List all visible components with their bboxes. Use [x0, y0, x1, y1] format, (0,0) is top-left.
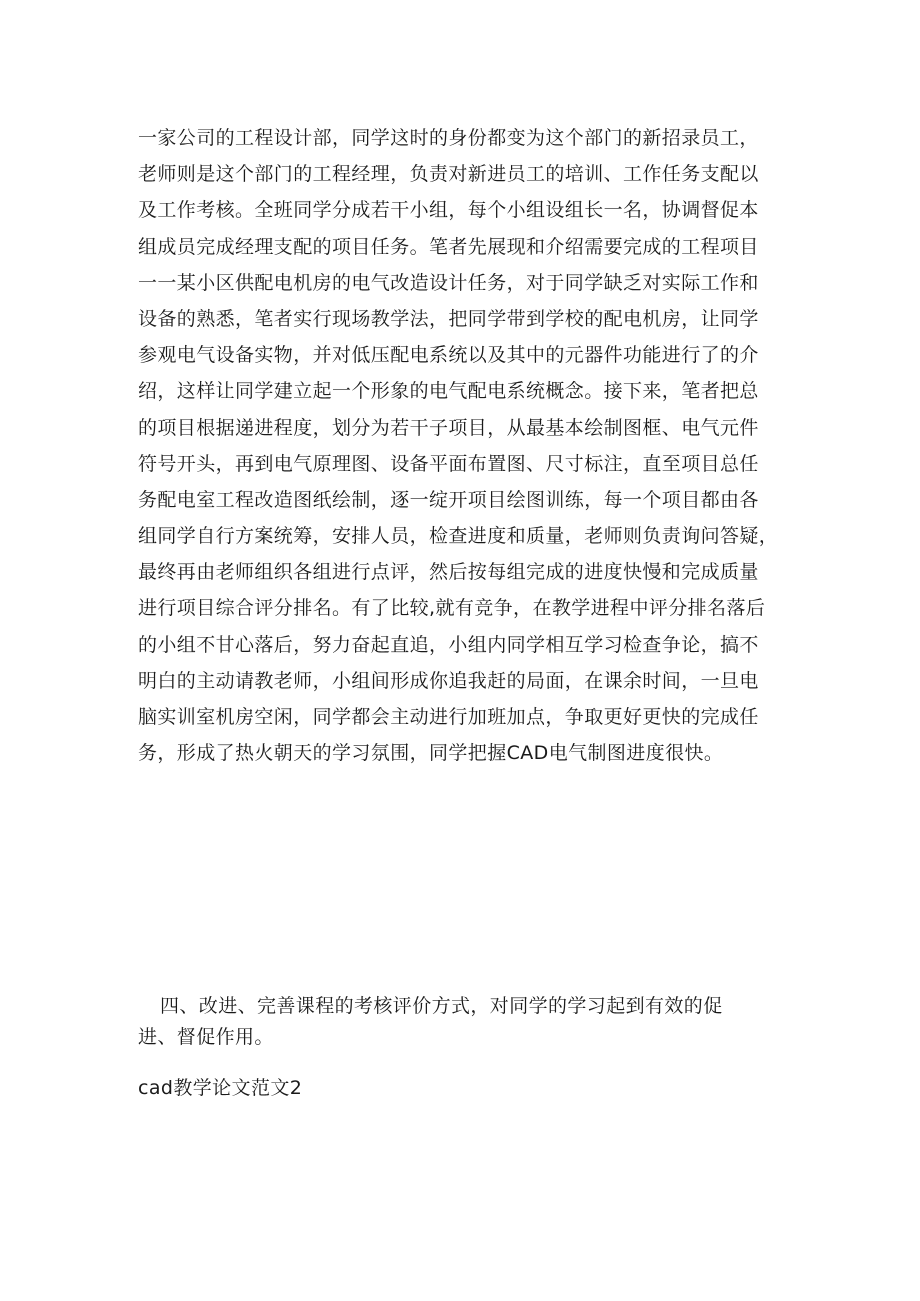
paragraph-line: 进行项目综合评分排名。有了比较,就有竞争，在教学进程中评分排名落后 — [138, 597, 766, 620]
paragraph-line: 务配电室工程改造图纸绘制，逐一绽开项目绘图训练，每一个项目都由各 — [138, 488, 759, 511]
section-heading: cad教学论文范文2 — [138, 1077, 303, 1099]
section-four-paragraph — [138, 991, 838, 1053]
paragraph-line: 组成员完成经理支配的项目任务。笔者先展现和介绍需要完成的工程项目 — [138, 235, 759, 258]
paragraph-line: 设备的熟悉，笔者实行现场教学法，把同学带到学校的配电机房，让同学 — [138, 307, 759, 330]
paragraph-line: 老师则是这个部门的工程经理，负责对新进员工的培训、工作任务支配以 — [138, 163, 759, 186]
paragraph-line: 一一某小区供配电机房的电气改造设计任务，对于同学缺乏对实际工作和 — [138, 271, 759, 294]
paragraph-line: 进、督促作用。 — [138, 1026, 274, 1048]
paragraph-line: 最终再由老师组织各组进行点评，然后按每组完成的进度快慢和完成质量 — [138, 561, 759, 584]
paragraph-line: 参观电气设备实物，并对低压配电系统以及其中的元器件功能进行了的介 — [138, 344, 759, 367]
body-paragraph — [138, 120, 798, 771]
paragraph-line: 明白的主动请教老师，小组间形成你追我赶的局面，在课余时间，一旦电 — [138, 669, 759, 692]
paragraph-line: 绍，这样让同学建立起一个形象的电气配电系统概念。接下来，笔者把总 — [138, 380, 759, 403]
paragraph-line: 符号开头，再到电气原理图、设备平面布置图、尺寸标注，直至项目总任 — [138, 452, 759, 475]
paragraph-line: 一家公司的工程设计部，同学这时的身份都变为这个部门的新招录员工， — [138, 127, 759, 149]
paragraph-line: 及工作考核。全班同学分成若干小组，每个小组设组长一名，协调督促本 — [138, 199, 759, 222]
paragraph-line: 的项目根据递进程度，划分为若干子项目，从最基本绘制图框、电气元件 — [138, 416, 759, 439]
paragraph-line: 四、改进、完善课程的考核评价方式，对同学的学习起到有效的促 — [160, 995, 723, 1017]
paragraph-line: 脑实训室机房空闲，同学都会主动进行加班加点，争取更好更快的完成任 — [138, 706, 759, 728]
paragraph-line: 的小组不甘心落后，努力奋起直追，小组内同学相互学习检查争论，搞不 — [138, 633, 759, 656]
paragraph-line: 组同学自行方案统筹，安排人员，检查进度和质量，老师则负责询问答疑， — [138, 525, 779, 548]
paragraph-line: 务，形成了热火朝天的学习氛围，同学把握CAD电气制图进度很快。 — [138, 742, 724, 765]
